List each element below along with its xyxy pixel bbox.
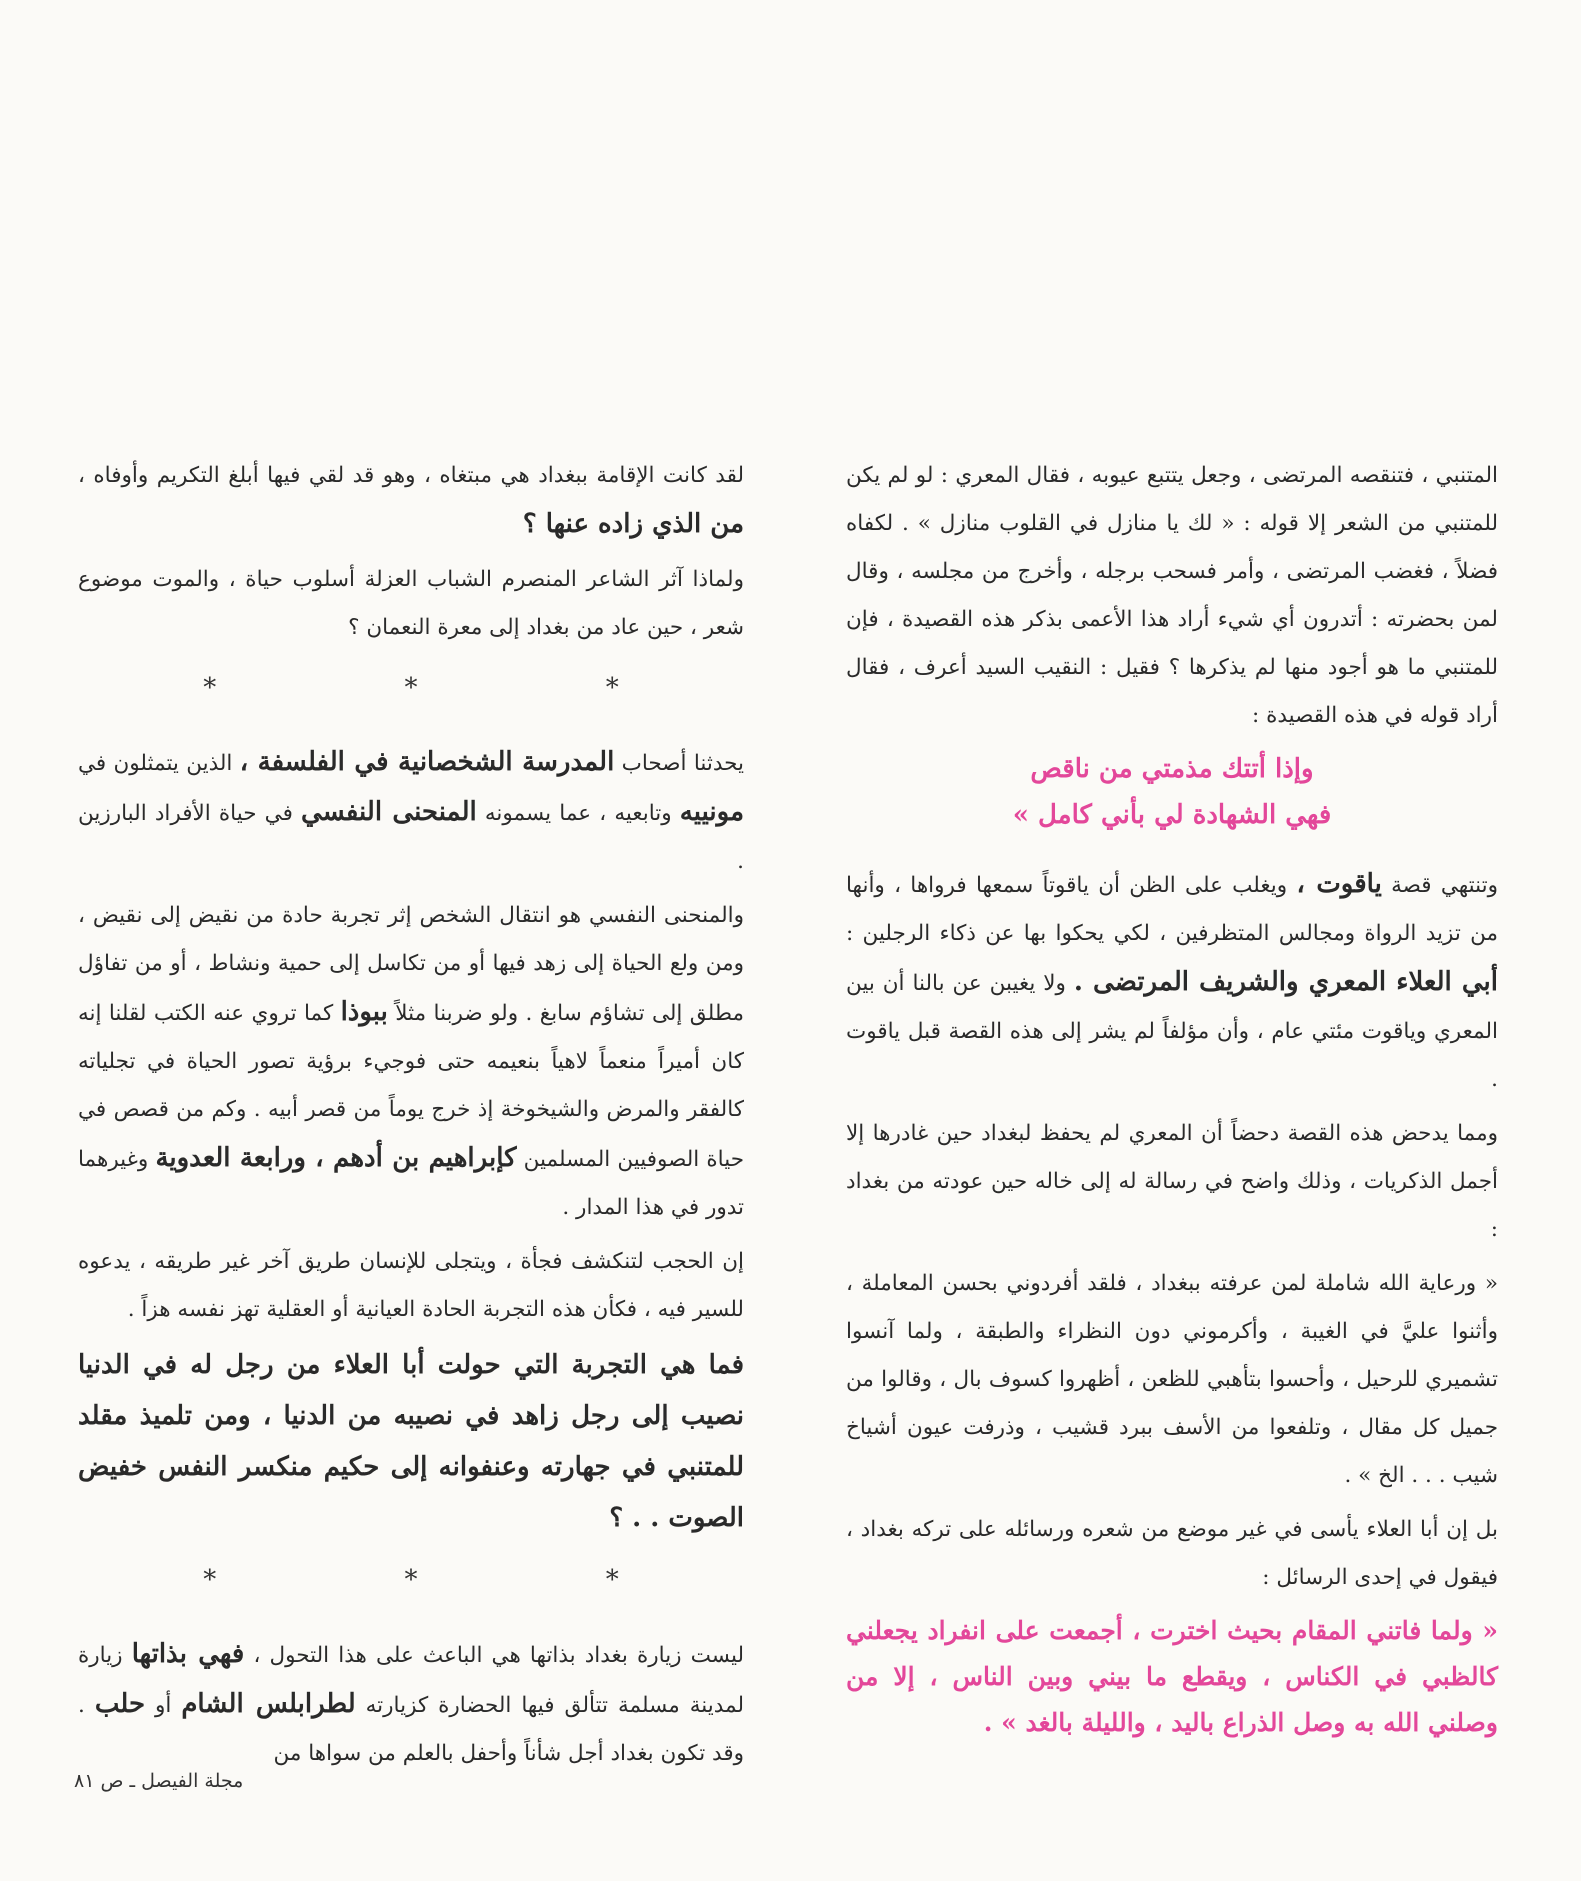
text-span: وغيرهما تدور في هذا المدار .	[78, 1147, 744, 1220]
text-span: ويغلب على الظن أن ياقوتاً سمعها فرواها ، وأنها من تزيد الرواة ومجالس المتظرفين ، لكي يحكوا بها عن ذكاء الرجلين :	[846, 873, 1498, 946]
bold-term: حلب	[94, 1689, 146, 1719]
section-separator: * * *	[203, 673, 709, 703]
bold-term: المنحنى النفسي	[301, 797, 477, 827]
paragraph: بل إن أبا العلاء يأسى في غير موضع من شعره ورسائله على تركه بغداد ، فيقول في إحدى الرسائل :	[846, 1517, 1498, 1590]
verse-line: فهي الشهادة لي بأني كامل »	[1012, 800, 1332, 830]
bold-question-paragraph: فما هي التجربة التي حولت أبا العلاء من رجل له في الدنيا نصيب إلى رجل زاهد في نصيبه من الدنيا ، ومن تلميذ مقلد للمتنبي في جهارته وعنفوانه إلى حكيم منكسر النفس خفيض الصوت . . ؟	[78, 1350, 744, 1533]
text-span: الذين يتمثلون في	[78, 751, 240, 776]
text-span: ليست زيارة بغداد بذاتها هي الباعث على هذا التحول ،	[244, 1643, 745, 1668]
text-span: لقد كانت الإقامة ببغداد هي مبتغاه ، وهو قد لقي فيها أبلغ التكريم وأوفاه ،	[78, 463, 744, 488]
text-span: أو	[145, 1693, 182, 1718]
highlighted-quote: « ولما فاتني المقام بحيث اخترت ، أجمعت على انفراد يجعلني كالظبي في الكناس ، ويقطع ما بيني وبين الناس ، إلا من وصلني الله به وصل الذراع باليد ، والليلة بالغد » .	[846, 1616, 1498, 1737]
paragraph: المتنبي ، فتنقصه المرتضى ، وجعل يتتبع عيوبه ، فقال المعري : لو لم يكن للمتنبي من الشعر إلا قوله : « لك يا منازل في القلوب منازل » . لكفاه فضلاً ، فغضب المرتضى ، وأمر فسحب برجله ، وأخرج من مجلسه ، وقال لمن بحضرته : أتدرون أي شيء أراد هذا الأعمى بذكر هذه القصيدة ، فإن للمتنبي ما هو أجود منها لم يذكرها ؟ فقيل : النقيب السيد أعرف ، فقال أراد قوله في هذه القصيدة :	[846, 463, 1498, 728]
bold-question: من الذي زاده عنها ؟	[522, 509, 744, 539]
bold-term: لطرابلس الشام	[181, 1689, 356, 1719]
text-span: والمنحنى النفسي هو انتقال الشخص إثر تجربة حادة من نقيض إلى نقيض ، ومن ولع الحياة إلى زهد فيها أو من تكاسل إلى حمية ونشاط ، أو من تفاؤل مطلق إلى تشاؤم سابغ . ولو ضربنا مثلاً	[78, 903, 744, 1026]
bold-term: المدرسة الشخصانية في الفلسفة ،	[239, 747, 615, 777]
paragraph: ولماذا آثر الشاعر المنصرم الشباب العزلة أسلوب حياة ، والموت موضوع شعر ، حين عاد من بغداد إلى معرة النعمان ؟	[78, 567, 744, 640]
text-span: زيارة لمدينة مسلمة تتألق فيها الحضارة كزيارته	[78, 1643, 745, 1718]
paragraph	[78, 452, 744, 550]
verse-line: وإذا أتتك مذمتي من ناقص	[1030, 754, 1314, 784]
right-column	[846, 452, 1498, 1752]
paragraph	[78, 1630, 744, 1778]
text-span: يحدثنا أصحاب	[614, 751, 745, 776]
bold-name: ياقوت ،	[1296, 869, 1382, 899]
text-span: ولا يغيبن عن بالنا أن بين المعري وياقوت مئتي عام ، وأن مؤلفاً لم يشر إلى هذه القصة قبل ياقوت .	[846, 971, 1498, 1092]
text-span: وتنتهي قصة	[1381, 873, 1498, 898]
text-span: كما تروي عنه الكتب لقلنا إنه كان أميراً منعماً لاهياً بنعيمه حتى فوجيء برؤية تصور الحياة في تجلياته كالفقر والمرض والشيخوخة إذ خرج يوماً من قصر أبيه . وكم من قصص في حياة الصوفيين المسلمين	[78, 1001, 744, 1172]
bold-term: كإبراهيم بن أدهم ، ورابعة العدوية	[155, 1143, 517, 1173]
paragraph: ومما يدحض هذه القصة دحضاً أن المعري لم يحفظ لبغداد حين غادرها إلا أجمل الذكريات ، وذلك واضح في رسالة له إلى خاله حين عودته من بغداد :	[846, 1121, 1498, 1242]
paragraph	[846, 860, 1498, 1104]
bold-term: فهي بذاتها	[131, 1639, 245, 1669]
bold-name: أبي العلاء المعري والشريف المرتضى .	[1073, 967, 1498, 997]
paragraph	[78, 892, 744, 1232]
text-span: في حياة الأفراد البارزين .	[78, 801, 744, 874]
bold-term: مونييه	[679, 797, 745, 827]
section-separator: * * *	[203, 1565, 709, 1595]
poem-verse	[846, 746, 1498, 838]
paragraph	[78, 738, 744, 886]
letter-quote: « ورعاية الله شاملة لمن عرفته ببغداد ، فلقد أفردوني بحسن المعاملة ، وأثنوا عليَّ في الغيبة ، وأكرموني دون النظراء والطبقة ، ولما آنسوا تشميري للرحيل ، وأحسوا بتأهبي للظعن ، أظهروا كسوف بال ، وقالوا من جميل كل مقال ، وتلفعوا من الأسف ببرد قشيب ، وذرفت عيون أشياخ شيب . . . الخ » .	[846, 1271, 1498, 1488]
bold-term: ببوذا	[340, 997, 388, 1027]
page-footer: مجلة الفيصل ـ ص ٨١	[74, 1770, 244, 1792]
text-span: . وقد تكون بغداد أجل شأناً وأحفل بالعلم من سواها من	[78, 1693, 744, 1766]
left-column	[78, 452, 744, 1784]
text-span: وتابعيه ، عما يسمونه	[476, 801, 680, 826]
paragraph: إن الحجب لتنكشف فجأة ، ويتجلى للإنسان طريق آخر غير طريقه ، يدعوه للسير فيه ، فكأن هذه التجربة الحادة العيانية أو العقلية تهز نفسه هزاً .	[78, 1249, 744, 1322]
